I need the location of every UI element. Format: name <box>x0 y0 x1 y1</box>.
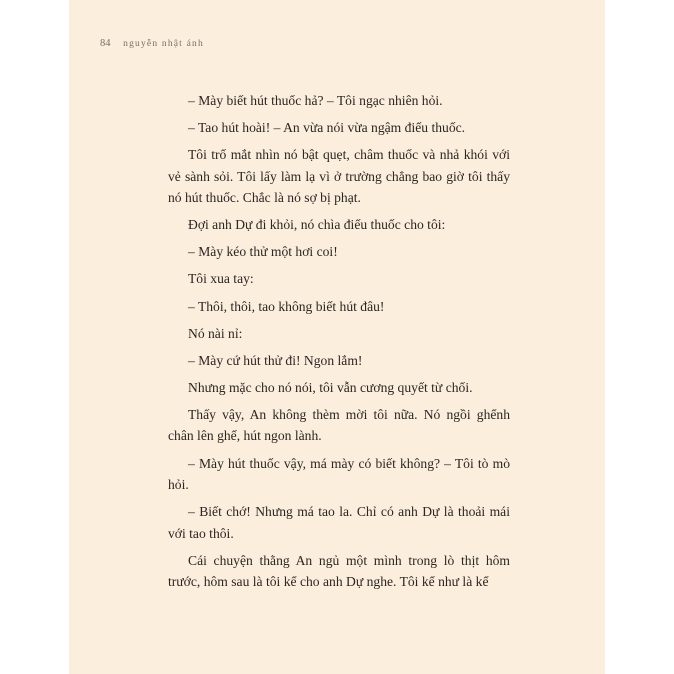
paragraph: – Mày biết hút thuốc hả? – Tôi ngạc nhiên hỏi. <box>188 93 443 108</box>
paragraph: – Mày kéo thử một hơi coi! <box>188 244 338 260</box>
running-header <box>100 38 204 49</box>
paragraph: Tôi xua tay: <box>188 271 254 287</box>
author-name: nguyễn nhật ánh <box>123 39 204 49</box>
paragraph: – Mày hút thuốc vậy, má mày có biết không? – Tôi tò mò hỏi. <box>168 455 510 493</box>
paragraph: – Mày cứ hút thử đi! Ngon lắm! <box>188 352 363 368</box>
paragraph: Cái chuyện thằng An ngủ một mình trong lò thịt hôm trước, hôm sau là tôi kể cho anh Dự nghe. Tôi kể như là kể <box>168 552 510 590</box>
page-number: 84 <box>100 38 111 49</box>
paragraph: – Thôi, thôi, tao không biết hút đâu! <box>188 298 385 314</box>
body-text <box>168 90 510 598</box>
paragraph: – Biết chớ! Nhưng má tao la. Chỉ có anh Dự là thoải mái với tao thôi. <box>168 504 510 541</box>
paragraph: Thấy vậy, An không thèm mời tôi nữa. Nó ngồi ghểnh chân lên ghế, hút ngon lành. <box>168 406 510 444</box>
paragraph: Nó nài nỉ: <box>188 325 243 341</box>
paragraph: – Tao hút hoài! – An vừa nói vừa ngậm điếu thuốc. <box>188 120 466 136</box>
paragraph: Nhưng mặc cho nó nói, tôi vẫn cương quyết từ chối. <box>188 379 473 395</box>
paragraph: Đợi anh Dự đi khỏi, nó chìa điếu thuốc cho tôi: <box>188 217 446 233</box>
paragraph: Tôi trố mắt nhìn nó bật quẹt, châm thuốc và nhả khói với vẻ sành sỏi. Tôi lấy làm lạ vì ở trường chẳng bao giờ tôi thấy nó hút thuốc. Chắc là nó sợ bị phạt. <box>168 147 510 206</box>
